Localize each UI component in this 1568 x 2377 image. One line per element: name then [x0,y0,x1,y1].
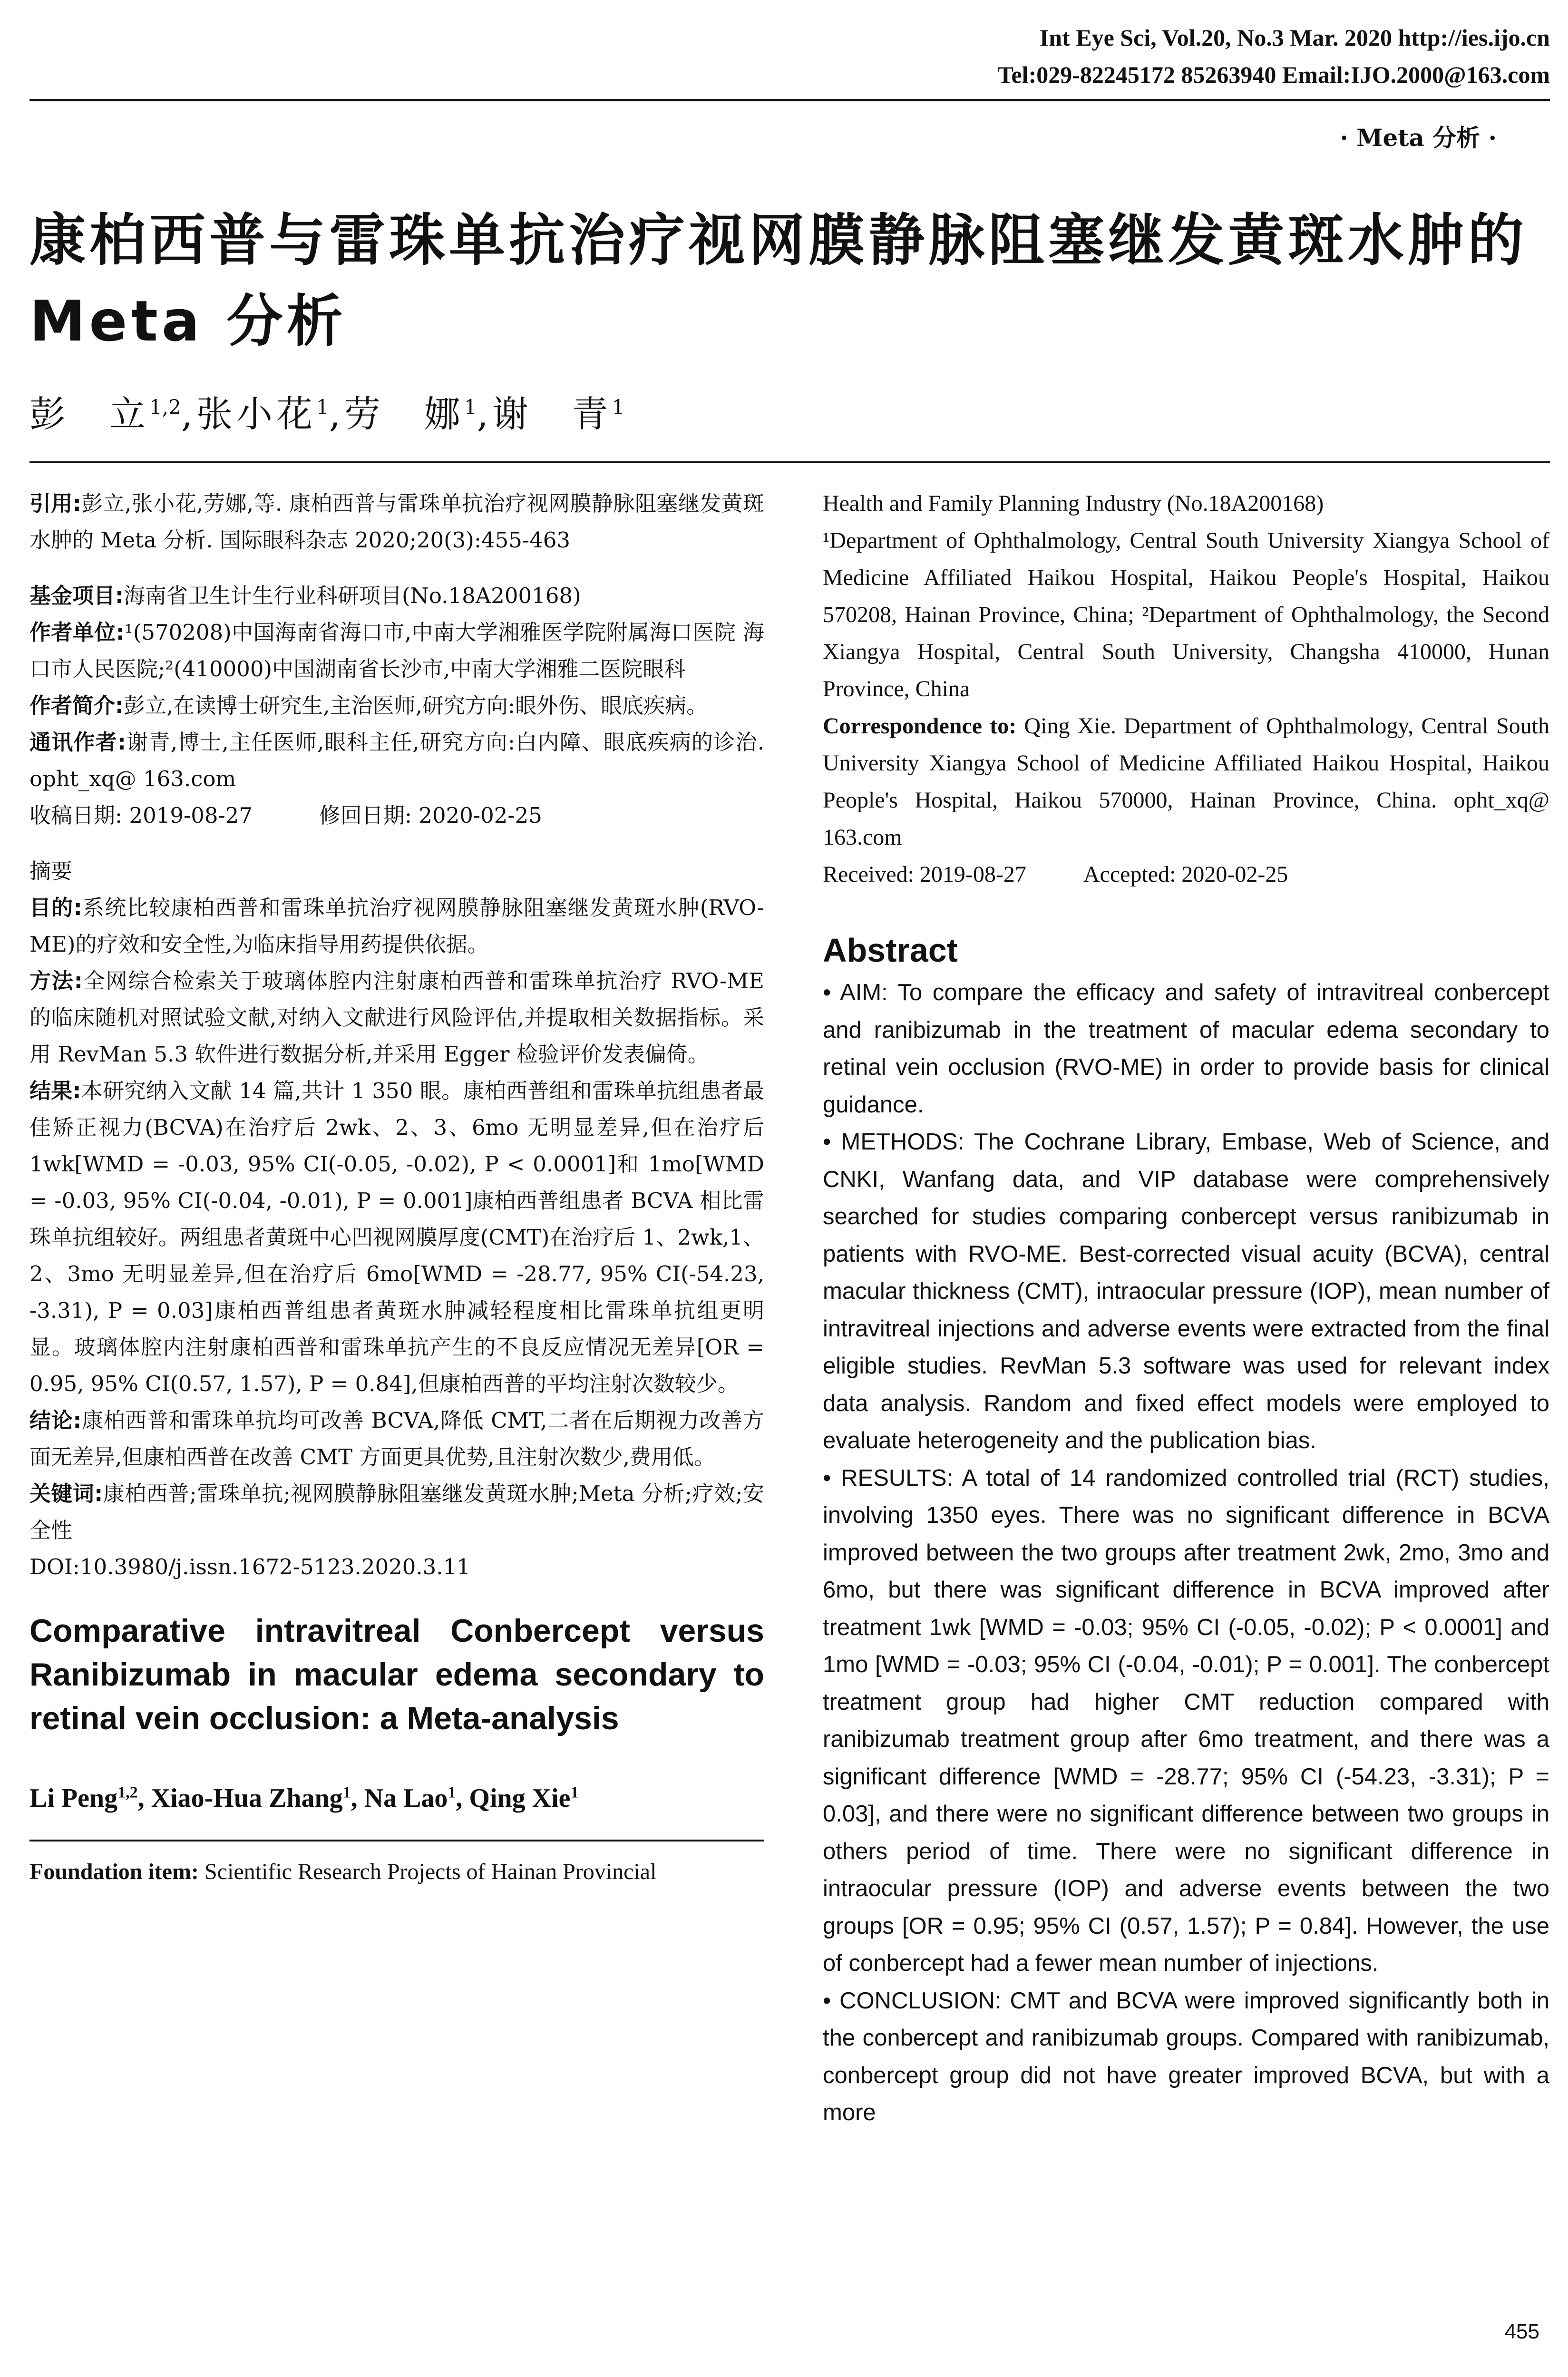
spacer [29,558,764,577]
author-name: 谢 青 [492,393,612,435]
abstract-results: • RESULTS: A total of 14 randomized controlled trial (RCT) studies, involving 1350 eyes. There was no significant difference in BCVA improved between the two groups after treatment 2wk, 2mo, 3mo and 6mo, but there was significant difference in BCVA improved after treatment 1wk [WMD = -0.03; 95% CI (-0.05, -0.02); P < 0.0001] and 1mo [WMD = -0.03; 95% CI (-0.04, -0.01); P = 0.001]. The conbercept treatment group had higher CMT reduction compared with ranibizumab treatment group after 6mo treatment, and there was a significant difference [WMD = -28.77; 95% CI (-54.23, -3.31); P = 0.03], and there were no significant difference between two groups in others period of time. There were no significant difference in intraocular pressure (IOP) and adverse events between the two groups [OR = 0.95; 95% CI (0.57, 1.57); P = 0.84]. However, the use of conbercept had a fewer mean number of injections. [823,1465,1549,1976]
spacer [29,834,764,853]
author-name: Li Peng [29,1783,118,1813]
spacer [29,1585,764,1604]
author-unit [29,614,764,687]
journal-header [998,19,1550,93]
chinese-title: 康柏西普与雷珠单抗治疗视网膜静脉阻塞继发黄斑水肿的 Meta 分析 [29,207,1528,354]
author-affiliation: 1 [464,395,477,419]
citation-text: 彭立,张小花,劳娜,等. 康柏西普与雷珠单抗治疗视网膜静脉阻塞继发黄斑水肿的 Meta 分析. 国际眼科杂志 2020;20(3):455-463 [29,491,764,553]
result-label: 结果: [29,1078,81,1103]
received-date: 收稿日期: 2019-08-27 [29,803,253,828]
fund-label: 基金项目: [29,583,124,608]
abstract-heading-cn: 摘要 [29,858,73,884]
author-separator: , [181,393,196,435]
revised-date: 修回日期: 2020-02-25 [319,803,542,828]
method-cn [29,963,764,1072]
fund [29,577,764,614]
author-name: Xiao-Hua Zhang [151,1783,343,1813]
received-date-en: Received: 2019-08-27 [823,862,1026,887]
author-affiliation: 1 [448,1783,456,1802]
authors-rule [29,461,1550,463]
dates-en [823,856,1549,893]
author-affiliation: 1 [342,1783,351,1802]
author-bio [29,687,764,724]
abstract-heading: Abstract [823,932,958,969]
conclusion-cn [29,1402,764,1475]
author-name: Qing Xie [469,1783,571,1813]
citation-label: 引用: [29,491,81,516]
english-title: Comparative intravitreal Conbercept versus Ranibizumab in macular edema secondary to retinal vein occlusion: a Meta-analysis [29,1613,764,1736]
author-name: 劳 娜 [344,393,464,435]
keywords-cn [29,1475,764,1549]
unit-text: ¹(570208)中国海南省海口市,中南大学湘雅医学院附属海口医院 海口市人民医院;²(410000)中国湖南省长沙市,中南大学湘雅二医院眼科 [29,620,765,682]
keywords-text: 康柏西普;雷珠单抗;视网膜静脉阻塞继发黄斑水肿;Meta 分析;疗效;安全性 [29,1481,765,1543]
abstract-conclusion: • CONCLUSION: CMT and BCVA were improved significantly both in the conbercept and ranibizumab groups. Compared with ranibizumab, conbercept group did not have greater improved BCVA, but with a more [823,1987,1549,2125]
left-column [29,485,764,1890]
corr-text: 谢青,博士,主任医师,眼科主任,研究方向:白内障、眼底疾病的诊治. opht_xq@ 163.com [29,730,765,791]
foundation-text: Scientific Research Projects of Hainan Provincial [205,1859,657,1884]
aim-text: 系统比较康柏西普和雷珠单抗治疗视网膜静脉阻塞继发黄斑水肿(RVO-ME)的疗效和安全性,为临床指导用药提供依据。 [29,895,764,957]
bio-label: 作者简介: [29,693,124,718]
aim-cn [29,889,764,963]
author-separator: , [477,393,492,435]
foundation-item [29,1853,764,1890]
affiliations: ¹Department of Ophthalmology, Central South University Xiangya School of Medicine Affiliated Haikou Hospital, Haikou People's Hospital, Haikou 570208, Hainan Province, China; ²Department of Ophthalmology, the Second Xiangya Hospital, Central South University, Changsha 410000, Hunan Province, China [823,528,1549,701]
author-name: 彭 立 [29,393,149,435]
page-number: 455 [1504,2320,1539,2343]
corresponding-author [29,724,764,797]
author-affiliation: 1 [316,395,329,419]
foundation-continued: Health and Family Planning Industry (No.18A200168) [823,491,1324,516]
method-text: 全网综合检索关于玻璃体腔内注射康柏西普和雷珠单抗治疗 RVO-ME 的临床随机对照试验文献,对纳入文献进行风险评估,并提取相关数据指标。采用 RevMan 5.3 软件进行数据分析,并采用 Egger 检验评价发表偏倚。 [29,968,764,1067]
keywords-label: 关键词: [29,1481,103,1506]
conclusion-label: 结论: [29,1408,82,1433]
header-line-1: Int Eye Sci, Vol.20, No.3 Mar. 2020 http://ies.ijo.cn [1039,24,1550,51]
author-affiliation: 1 [612,395,625,419]
aim-label: 目的: [29,895,82,920]
corr-label: 通讯作者: [29,730,126,755]
unit-label: 作者单位: [29,620,125,645]
author-affiliation: 1,2 [117,1783,138,1802]
doi: DOI:10.3980/j.issn.1672-5123.2020.3.11 [29,1554,470,1579]
correspondence-text: Qing Xie. Department of Ophthalmology, Central South University Xiangya School of Medicine Affiliated Haikou Hospital, Haikou People's Hospital, Haikou 570000, Hainan Province, China. opht_xq@ 163.com [823,713,1549,850]
correspondence [823,708,1549,856]
fund-text: 海南省卫生计生行业科研项目(No.18A200168) [124,583,581,608]
header-rule [29,99,1550,101]
author-name: 张小花 [196,393,316,435]
author-separator: , [456,1783,469,1813]
author-affiliation: 1,2 [149,395,181,419]
foundation-label: Foundation item: [29,1859,199,1884]
foundation-rule [29,1840,764,1841]
chinese-authors [29,385,625,437]
method-label: 方法: [29,968,83,994]
english-authors [29,1783,764,1813]
result-text: 本研究纳入文献 14 篇,共计 1 350 眼。康柏西普组和雷珠单抗组患者最佳矫正视力(BCVA)在治疗后 2wk、2、3、6mo 无明显差异,但在治疗后 1wk[WMD = -0.03, 95% CI(-0.05, -0.02), P < 0.0001]和 1mo[WMD = -0.03, 95% CI(-0.04, -0.01), P = 0.001]康柏西普组患者 BCVA 相比雷珠单抗组较好。两组患者黄斑中心凹视网膜厚度(CMT)在治疗后 1、2wk,1、2、3mo 无明显差异,但在治疗后 6mo[WMD = -28.77, 95% CI(-54.23, -3.31), P = 0.03]康柏西普组患者黄斑水肿减轻程度相比雷珠单抗组更明显。玻璃体腔内注射康柏西普和雷珠单抗产生的不良反应情况无差异[OR = 0.95, 95% CI(0.57, 1.57), P = 0.84],但康柏西普的平均注射次数较少。 [29,1078,765,1396]
result-cn [29,1072,764,1402]
citation [29,485,764,558]
author-separator: , [137,1783,151,1813]
dates [29,797,764,834]
abstract-methods: • METHODS: The Cochrane Library, Embase, Web of Science, and CNKI, Wanfang data, and VIP database were comprehensively searched for studies comparing conbercept versus ranibizumab in patients with RVO-ME. Best-corrected visual acuity (BCVA), central macular thickness (CMT), intraocular pressure (IOP), mean number of intravitreal injections and adverse events were extracted from the final eligible studies. RevMan 5.3 software was used for relevant index data analysis. Random and fixed effect models were employed to evaluate heterogeneity and the publication bias. [823,1129,1549,1453]
author-affiliation: 1 [570,1783,579,1802]
author-separator: , [351,1783,364,1813]
accepted-date-en: Accepted: 2020-02-25 [1083,862,1288,887]
right-column [823,485,1549,2132]
bio-text: 彭立,在读博士研究生,主治医师,研究方向:眼外伤、眼底疾病。 [124,693,708,718]
conclusion-text: 康柏西普和雷珠单抗均可改善 BCVA,降低 CMT,二者在后期视力改善方面无差异,但康柏西普在改善 CMT 方面更具优势,且注射次数少,费用低。 [29,1408,764,1470]
correspondence-label: Correspondence to: [823,713,1017,739]
section-tag: · Meta 分析 · [1340,124,1497,152]
header-line-2: Tel:029-82245172 85263940 Email:IJO.2000@163.com [997,61,1550,88]
author-separator: , [329,393,344,435]
abstract-aim: • AIM: To compare the efficacy and safety of intravitreal conbercept and ranibizumab in the treatment of macular edema secondary to retinal vein occlusion (RVO-ME) in order to provide basis for clinical guidance. [823,980,1549,1118]
author-name: Na Lao [364,1783,448,1813]
